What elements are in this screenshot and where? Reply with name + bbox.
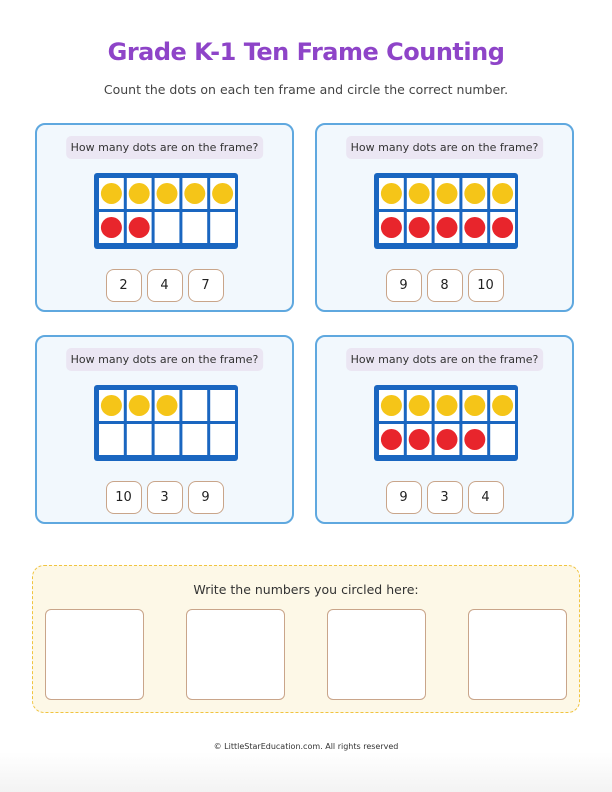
yellow-counter-dot bbox=[129, 395, 150, 416]
yellow-counter-dot bbox=[129, 183, 150, 204]
choice-option[interactable]: 9 bbox=[386, 481, 422, 514]
answer-choices bbox=[37, 481, 292, 514]
answer-slot-1[interactable] bbox=[45, 609, 144, 700]
choice-option[interactable]: 9 bbox=[386, 269, 422, 302]
ten-frame-cell bbox=[182, 212, 207, 243]
ten-frame-grid bbox=[94, 173, 238, 249]
yellow-counter-dot bbox=[409, 395, 430, 416]
ten-frame-grid bbox=[374, 385, 518, 461]
problem-card-4 bbox=[315, 335, 574, 524]
choice-option[interactable]: 7 bbox=[188, 269, 224, 302]
choice-option[interactable]: 2 bbox=[106, 269, 142, 302]
ten-frame-cell bbox=[127, 424, 152, 455]
answer-section-label: Write the numbers you circled here: bbox=[193, 582, 419, 597]
answer-slot-4[interactable] bbox=[468, 609, 567, 700]
ten-frame bbox=[94, 385, 238, 461]
ten-frame-cell bbox=[99, 424, 124, 455]
ten-frame-cell bbox=[210, 390, 235, 421]
yellow-counter-dot bbox=[437, 183, 458, 204]
yellow-counter-dot bbox=[437, 395, 458, 416]
ten-frame-cell bbox=[210, 212, 235, 243]
ten-frame bbox=[374, 385, 518, 461]
answer-choices bbox=[317, 481, 572, 514]
yellow-counter-dot bbox=[381, 395, 402, 416]
page-edge bbox=[0, 752, 612, 792]
yellow-counter-dot bbox=[464, 183, 485, 204]
ten-frame-grid bbox=[94, 385, 238, 461]
yellow-counter-dot bbox=[492, 395, 513, 416]
answer-slot-2[interactable] bbox=[186, 609, 285, 700]
yellow-counter-dot bbox=[492, 183, 513, 204]
yellow-counter-dot bbox=[101, 183, 122, 204]
card-question: How many dots are on the frame? bbox=[346, 348, 544, 371]
answer-section bbox=[32, 565, 580, 713]
yellow-counter-dot bbox=[381, 183, 402, 204]
red-counter-dot bbox=[492, 217, 513, 238]
answer-choices bbox=[37, 269, 292, 302]
ten-frame-cell bbox=[182, 390, 207, 421]
ten-frame-grid bbox=[374, 173, 518, 249]
red-counter-dot bbox=[409, 429, 430, 450]
problem-card-3 bbox=[35, 335, 294, 524]
answer-slot-3[interactable] bbox=[327, 609, 426, 700]
yellow-counter-dot bbox=[212, 183, 233, 204]
choice-option[interactable]: 9 bbox=[188, 481, 224, 514]
choice-option[interactable]: 8 bbox=[427, 269, 463, 302]
problem-card-2 bbox=[315, 123, 574, 312]
choice-option[interactable]: 10 bbox=[106, 481, 142, 514]
red-counter-dot bbox=[409, 217, 430, 238]
copyright-footer: © LittleStarEducation.com. All rights reserved bbox=[213, 742, 399, 751]
red-counter-dot bbox=[437, 217, 458, 238]
red-counter-dot bbox=[464, 429, 485, 450]
yellow-counter-dot bbox=[101, 395, 122, 416]
ten-frame bbox=[374, 173, 518, 249]
choice-option[interactable]: 4 bbox=[147, 269, 183, 302]
answer-choices bbox=[317, 269, 572, 302]
red-counter-dot bbox=[101, 217, 122, 238]
yellow-counter-dot bbox=[157, 183, 178, 204]
yellow-counter-dot bbox=[157, 395, 178, 416]
ten-frame-cell bbox=[155, 424, 180, 455]
ten-frame bbox=[94, 173, 238, 249]
yellow-counter-dot bbox=[409, 183, 430, 204]
card-question: How many dots are on the frame? bbox=[66, 136, 264, 159]
card-question: How many dots are on the frame? bbox=[346, 136, 544, 159]
worksheet-title: Grade K-1 Ten Frame Counting bbox=[107, 38, 505, 66]
red-counter-dot bbox=[381, 429, 402, 450]
yellow-counter-dot bbox=[464, 395, 485, 416]
worksheet-instructions: Count the dots on each ten frame and circle the correct number. bbox=[103, 82, 509, 97]
ten-frame-cell bbox=[182, 424, 207, 455]
red-counter-dot bbox=[437, 429, 458, 450]
red-counter-dot bbox=[381, 217, 402, 238]
red-counter-dot bbox=[464, 217, 485, 238]
card-question: How many dots are on the frame? bbox=[66, 348, 264, 371]
choice-option[interactable]: 10 bbox=[468, 269, 504, 302]
choice-option[interactable]: 3 bbox=[427, 481, 463, 514]
problem-card-1 bbox=[35, 123, 294, 312]
red-counter-dot bbox=[129, 217, 150, 238]
choice-option[interactable]: 3 bbox=[147, 481, 183, 514]
ten-frame-cell bbox=[155, 212, 180, 243]
choice-option[interactable]: 4 bbox=[468, 481, 504, 514]
yellow-counter-dot bbox=[184, 183, 205, 204]
ten-frame-cell bbox=[210, 424, 235, 455]
ten-frame-cell bbox=[490, 424, 515, 455]
